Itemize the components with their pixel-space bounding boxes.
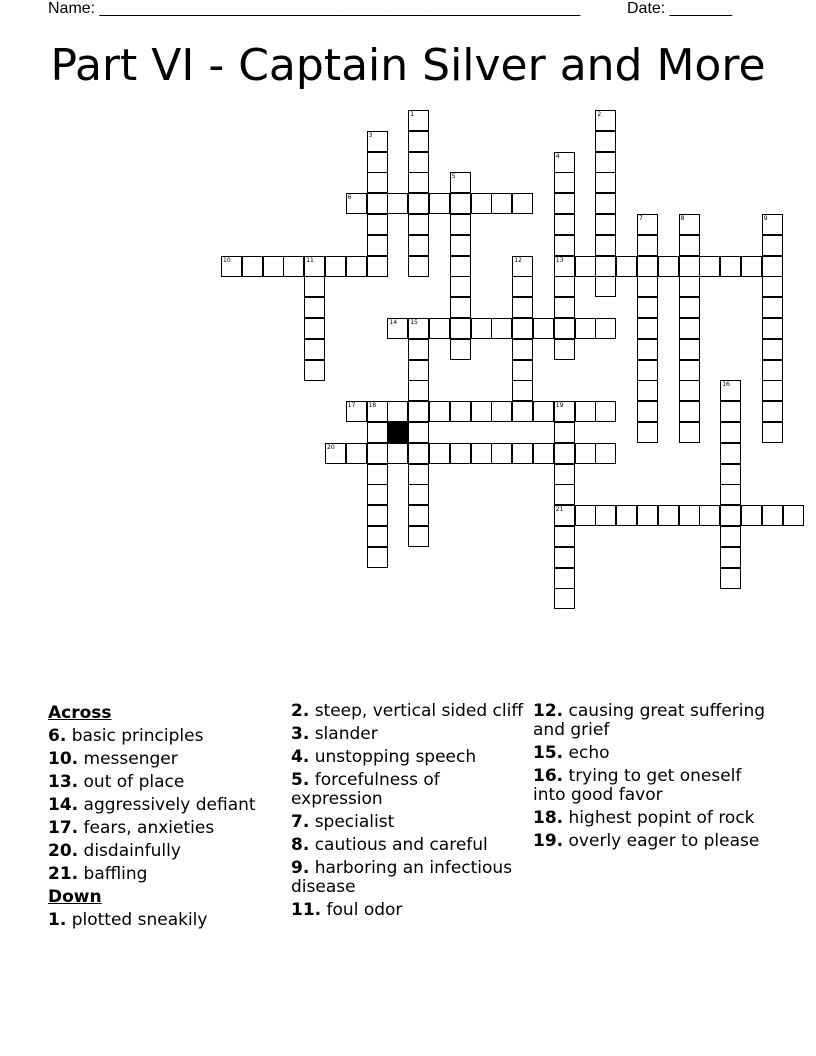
grid-cell[interactable] <box>408 339 429 360</box>
grid-cell[interactable] <box>346 443 367 464</box>
grid-cell[interactable] <box>637 318 658 339</box>
grid-cell[interactable] <box>762 360 783 381</box>
grid-cell[interactable] <box>595 505 616 526</box>
grid-cell[interactable] <box>367 235 388 256</box>
cell-number: 19 <box>555 402 564 410</box>
grid-cell[interactable] <box>595 193 616 214</box>
cell-number: 21 <box>555 506 564 514</box>
grid-cell[interactable] <box>450 256 471 277</box>
clue-item <box>48 727 283 746</box>
grid-cell[interactable] <box>450 276 471 297</box>
grid-cell[interactable] <box>512 297 533 318</box>
grid-cell[interactable] <box>346 401 367 422</box>
clue-column-3 <box>533 702 768 855</box>
grid-cell[interactable] <box>762 401 783 422</box>
clue-item <box>291 859 526 897</box>
grid-cell[interactable] <box>512 380 533 401</box>
grid-cell[interactable] <box>304 360 325 381</box>
name-field[interactable]: Name: ______________________________________________________ <box>48 0 581 17</box>
grid-cell[interactable] <box>450 235 471 256</box>
clue-number: 16. <box>533 766 564 786</box>
grid-cell[interactable] <box>408 172 429 193</box>
grid-cell[interactable] <box>637 276 658 297</box>
clue-text: disdainfully <box>83 841 181 861</box>
clue-number: 9. <box>291 858 310 878</box>
clue-item <box>291 813 526 832</box>
grid-cell[interactable] <box>637 297 658 318</box>
clue-text: steep, vertical sided cliff <box>314 701 524 721</box>
grid-cell[interactable] <box>679 256 700 277</box>
grid-cell[interactable] <box>720 464 741 485</box>
clue-item <box>291 901 526 920</box>
clue-number: 19. <box>533 831 564 851</box>
grid-cell[interactable] <box>554 547 575 568</box>
grid-cell[interactable] <box>762 422 783 443</box>
grid-cell[interactable] <box>387 401 408 422</box>
grid-cell[interactable] <box>367 193 388 214</box>
page-title: Part VI - Captain Silver and More <box>50 40 766 91</box>
grid-cell[interactable] <box>637 360 658 381</box>
clue-item <box>48 796 283 815</box>
clue-number: 7. <box>291 812 310 832</box>
grid-cell[interactable] <box>367 505 388 526</box>
grid-cell[interactable] <box>533 401 554 422</box>
clue-item <box>533 809 768 828</box>
date-field[interactable]: Date: _______ <box>627 0 732 17</box>
cell-number: 8 <box>680 215 685 222</box>
grid-cell[interactable] <box>679 401 700 422</box>
grid-cell[interactable] <box>720 526 741 547</box>
grid-cell[interactable] <box>408 152 429 173</box>
clue-number: 14. <box>48 795 79 815</box>
grid-cell[interactable] <box>720 380 741 401</box>
grid-cell[interactable] <box>616 505 637 526</box>
grid-cell[interactable] <box>679 422 700 443</box>
grid-cell[interactable] <box>595 401 616 422</box>
grid-cell[interactable] <box>554 297 575 318</box>
grid-cell[interactable] <box>429 318 450 339</box>
clue-number: 1. <box>48 910 67 930</box>
grid-cell[interactable] <box>554 401 575 422</box>
grid-cell[interactable] <box>679 339 700 360</box>
clue-item <box>48 842 283 861</box>
clue-text: highest popint of rock <box>568 808 755 828</box>
clue-text: harboring an infectious disease <box>291 858 513 897</box>
grid-cell[interactable] <box>408 422 429 443</box>
grid-cell[interactable] <box>762 505 783 526</box>
grid-cell[interactable] <box>304 276 325 297</box>
clue-text: specialist <box>314 812 395 832</box>
grid-cell[interactable] <box>637 380 658 401</box>
grid-cell[interactable] <box>367 401 388 422</box>
grid-cell[interactable] <box>720 422 741 443</box>
grid-cell[interactable] <box>408 380 429 401</box>
clue-item <box>48 773 283 792</box>
grid-cell[interactable] <box>720 401 741 422</box>
clue-text: forcefulness of expression <box>291 770 440 809</box>
grid-cell[interactable] <box>699 256 720 277</box>
clue-number: 12. <box>533 701 564 721</box>
grid-cell[interactable] <box>595 172 616 193</box>
grid-cell[interactable] <box>720 443 741 464</box>
grid-cell[interactable] <box>408 443 429 464</box>
grid-cell[interactable] <box>720 505 741 526</box>
clue-number: 21. <box>48 864 79 884</box>
clue-text: causing great suffering and grief <box>533 701 766 740</box>
clue-item <box>291 748 526 767</box>
clue-text: messenger <box>83 749 178 769</box>
grid-cell[interactable] <box>471 318 492 339</box>
clue-number: 11. <box>291 900 322 920</box>
grid-cell[interactable] <box>367 256 388 277</box>
grid-cell[interactable] <box>512 276 533 297</box>
clue-item <box>291 836 526 855</box>
grid-cell[interactable] <box>387 443 408 464</box>
grid-cell[interactable] <box>450 339 471 360</box>
clue-text: plotted sneakily <box>71 910 208 930</box>
grid-cell[interactable] <box>679 505 700 526</box>
cell-number: 15 <box>410 319 418 326</box>
grid-cell[interactable] <box>679 380 700 401</box>
grid-cell[interactable] <box>408 110 429 131</box>
clue-column-1 <box>48 702 283 934</box>
clue-text: cautious and careful <box>314 835 488 855</box>
grid-cell[interactable] <box>741 505 762 526</box>
cell-number: 18 <box>368 402 377 410</box>
grid-cell[interactable] <box>554 256 575 277</box>
grid-cell[interactable] <box>491 193 512 214</box>
clue-number: 13. <box>48 772 79 792</box>
grid-cell[interactable] <box>450 401 471 422</box>
clue-text: trying to get oneself into good favor <box>533 766 742 805</box>
clue-number: 17. <box>48 818 79 838</box>
grid-cell[interactable] <box>533 318 554 339</box>
grid-cell[interactable] <box>658 505 679 526</box>
grid-cell[interactable] <box>450 297 471 318</box>
grid-cell[interactable] <box>575 401 596 422</box>
grid-cell[interactable] <box>450 443 471 464</box>
cell-number: 10 <box>223 256 231 264</box>
grid-cell[interactable] <box>221 256 242 277</box>
clue-text: baffling <box>83 864 148 884</box>
grid-cell[interactable] <box>595 235 616 256</box>
grid-cell[interactable] <box>283 256 304 277</box>
grid-cell[interactable] <box>720 568 741 589</box>
grid-cell[interactable] <box>762 276 783 297</box>
grid-cell[interactable] <box>450 318 471 339</box>
grid-cell[interactable] <box>741 256 762 277</box>
clue-number: 8. <box>291 835 310 855</box>
clue-item <box>48 819 283 838</box>
grid-cell[interactable] <box>679 214 700 235</box>
grid-cell[interactable] <box>304 297 325 318</box>
grid-cell[interactable] <box>595 110 616 131</box>
grid-cell[interactable] <box>263 256 284 277</box>
grid-cell[interactable] <box>367 422 388 443</box>
grid-cell[interactable] <box>325 443 346 464</box>
grid-cell[interactable] <box>304 339 325 360</box>
grid-cell[interactable] <box>491 443 512 464</box>
grid-cell[interactable] <box>554 588 575 609</box>
grid-cell[interactable] <box>762 318 783 339</box>
cell-number: 1 <box>410 111 415 118</box>
cell-number: 6 <box>347 194 352 202</box>
grid-cell[interactable] <box>720 547 741 568</box>
grid-cell[interactable] <box>346 193 367 214</box>
clue-text: foul odor <box>326 900 403 920</box>
cell-number: 4 <box>555 152 560 160</box>
grid-cell[interactable] <box>408 256 429 277</box>
grid-cell[interactable] <box>367 484 388 505</box>
grid-cell[interactable] <box>512 339 533 360</box>
grid-cell[interactable] <box>408 526 429 547</box>
grid-cell[interactable] <box>658 256 679 277</box>
clue-text: overly eager to please <box>568 831 760 851</box>
clue-number: 3. <box>291 724 310 744</box>
cell-number: 17 <box>347 402 356 410</box>
clue-text: unstopping speech <box>314 747 477 767</box>
grid-cell[interactable] <box>762 297 783 318</box>
grid-cell[interactable] <box>450 172 471 193</box>
grid-cell[interactable] <box>533 443 554 464</box>
grid-cell[interactable] <box>387 193 408 214</box>
grid-cell[interactable] <box>554 276 575 297</box>
cell-number: 14 <box>389 319 398 326</box>
cell-number: 3 <box>368 131 373 139</box>
clue-column-2 <box>291 702 526 924</box>
clue-text: echo <box>568 743 610 763</box>
grid-cell[interactable] <box>512 443 533 464</box>
grid-cell[interactable] <box>367 172 388 193</box>
grid-cell[interactable] <box>408 193 429 214</box>
clue-item <box>533 832 768 851</box>
black-cell <box>387 422 408 443</box>
clue-item <box>48 750 283 769</box>
grid-cell[interactable] <box>408 401 429 422</box>
grid-cell[interactable] <box>554 235 575 256</box>
grid-cell[interactable] <box>408 360 429 381</box>
grid-cell[interactable] <box>512 256 533 277</box>
grid-cell[interactable] <box>304 318 325 339</box>
grid-cell[interactable] <box>367 152 388 173</box>
clue-item <box>533 744 768 763</box>
grid-cell[interactable] <box>679 318 700 339</box>
cell-number: 2 <box>597 111 602 118</box>
grid-cell[interactable] <box>762 339 783 360</box>
grid-cell[interactable] <box>679 276 700 297</box>
grid-cell[interactable] <box>429 401 450 422</box>
grid-cell[interactable] <box>762 380 783 401</box>
grid-cell[interactable] <box>554 484 575 505</box>
grid-cell[interactable] <box>783 505 804 526</box>
cell-number: 16 <box>722 381 730 389</box>
grid-cell[interactable] <box>367 526 388 547</box>
clue-number: 6. <box>48 726 67 746</box>
grid-cell[interactable] <box>720 256 741 277</box>
grid-cell[interactable] <box>762 214 783 235</box>
down-heading: Down <box>48 887 102 907</box>
grid-cell[interactable] <box>575 443 596 464</box>
grid-cell[interactable] <box>367 131 388 152</box>
clue-item <box>291 771 526 809</box>
clue-text: out of place <box>83 772 185 792</box>
grid-cell[interactable] <box>325 256 346 277</box>
grid-cell[interactable] <box>595 443 616 464</box>
grid-cell[interactable] <box>408 214 429 235</box>
grid-cell[interactable] <box>471 193 492 214</box>
cell-number: 13 <box>555 256 564 264</box>
grid-cell[interactable] <box>616 256 637 277</box>
grid-cell[interactable] <box>304 256 325 277</box>
grid-cell[interactable] <box>575 256 596 277</box>
clue-text: basic principles <box>71 726 204 746</box>
grid-cell[interactable] <box>512 318 533 339</box>
grid-cell[interactable] <box>450 193 471 214</box>
grid-cell[interactable] <box>595 318 616 339</box>
cell-number: 9 <box>763 215 768 222</box>
grid-cell[interactable] <box>554 214 575 235</box>
grid-cell[interactable] <box>554 443 575 464</box>
grid-cell[interactable] <box>699 505 720 526</box>
cell-number: 11 <box>306 256 314 264</box>
grid-cell[interactable] <box>595 131 616 152</box>
clue-item <box>48 865 283 884</box>
cell-number: 12 <box>514 256 522 264</box>
grid-cell[interactable] <box>429 193 450 214</box>
grid-cell[interactable] <box>720 484 741 505</box>
grid-cell[interactable] <box>637 505 658 526</box>
grid-cell[interactable] <box>408 131 429 152</box>
grid-cell[interactable] <box>554 172 575 193</box>
grid-cell[interactable] <box>491 318 512 339</box>
grid-cell[interactable] <box>367 443 388 464</box>
grid-cell[interactable] <box>575 505 596 526</box>
clue-item <box>291 702 526 721</box>
grid-cell[interactable] <box>367 464 388 485</box>
grid-cell[interactable] <box>242 256 263 277</box>
clue-number: 5. <box>291 770 310 790</box>
grid-cell[interactable] <box>595 256 616 277</box>
clue-text: slander <box>314 724 378 744</box>
clue-item <box>291 725 526 744</box>
clue-number: 2. <box>291 701 310 721</box>
grid-cell[interactable] <box>637 401 658 422</box>
grid-cell[interactable] <box>554 526 575 547</box>
cell-number: 7 <box>639 215 643 222</box>
grid-cell[interactable] <box>637 235 658 256</box>
clue-number: 4. <box>291 747 310 767</box>
grid-cell[interactable] <box>595 152 616 173</box>
grid-cell[interactable] <box>762 256 783 277</box>
grid-cell[interactable] <box>554 193 575 214</box>
grid-cell[interactable] <box>387 318 408 339</box>
grid-cell[interactable] <box>408 464 429 485</box>
grid-cell[interactable] <box>595 276 616 297</box>
grid-cell[interactable] <box>595 214 616 235</box>
grid-cell[interactable] <box>679 360 700 381</box>
grid-cell[interactable] <box>554 318 575 339</box>
grid-cell[interactable] <box>346 256 367 277</box>
grid-cell[interactable] <box>408 484 429 505</box>
grid-cell[interactable] <box>408 318 429 339</box>
cell-number: 20 <box>327 443 335 451</box>
grid-cell[interactable] <box>762 235 783 256</box>
grid-cell[interactable] <box>450 214 471 235</box>
grid-cell[interactable] <box>512 193 533 214</box>
grid-cell[interactable] <box>679 297 700 318</box>
grid-cell[interactable] <box>554 464 575 485</box>
grid-cell[interactable] <box>408 235 429 256</box>
grid-cell[interactable] <box>554 152 575 173</box>
grid-cell[interactable] <box>367 547 388 568</box>
grid-cell[interactable] <box>637 422 658 443</box>
grid-cell[interactable] <box>679 235 700 256</box>
grid-cell[interactable] <box>554 422 575 443</box>
clue-item <box>533 702 768 740</box>
grid-cell[interactable] <box>637 339 658 360</box>
grid-cell[interactable] <box>637 214 658 235</box>
cell-number: 5 <box>451 173 456 181</box>
grid-cell[interactable] <box>575 318 596 339</box>
clue-text: aggressively defiant <box>83 795 256 815</box>
grid-cell[interactable] <box>367 214 388 235</box>
grid-cell[interactable] <box>512 401 533 422</box>
clue-number: 15. <box>533 743 564 763</box>
grid-cell[interactable] <box>471 443 492 464</box>
clue-number: 18. <box>533 808 564 828</box>
across-heading: Across <box>48 703 112 723</box>
grid-cell[interactable] <box>429 443 450 464</box>
grid-cell[interactable] <box>554 339 575 360</box>
grid-cell[interactable] <box>554 568 575 589</box>
clue-number: 10. <box>48 749 79 769</box>
grid-cell[interactable] <box>491 401 512 422</box>
clue-item <box>533 767 768 805</box>
grid-cell[interactable] <box>512 360 533 381</box>
clue-item <box>48 911 283 930</box>
grid-cell[interactable] <box>471 401 492 422</box>
grid-cell[interactable] <box>637 256 658 277</box>
grid-cell[interactable] <box>554 505 575 526</box>
clue-number: 20. <box>48 841 79 861</box>
grid-cell[interactable] <box>408 505 429 526</box>
clue-text: fears, anxieties <box>83 818 215 838</box>
